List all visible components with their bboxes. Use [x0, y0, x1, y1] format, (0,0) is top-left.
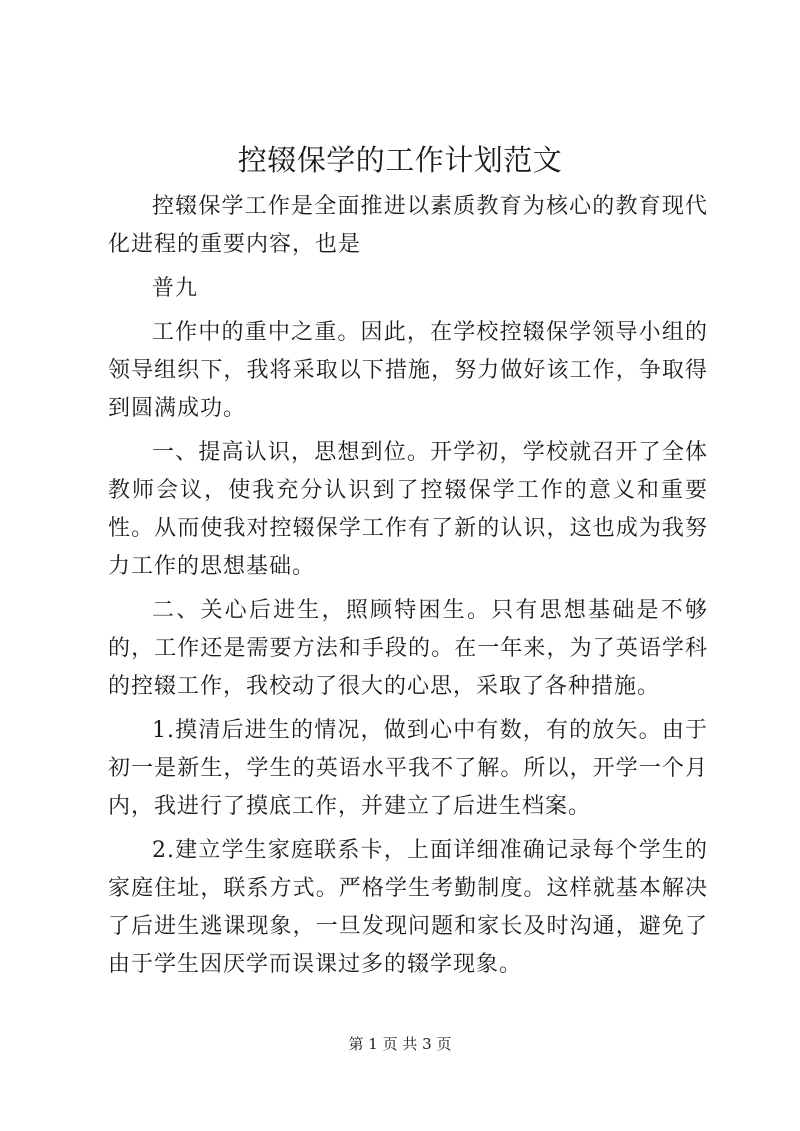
paragraph-item-one: 1.摸清后进生的情况，做到心中有数，有的放矢。由于初一是新生，学生的英语水平我不了解。所以，开学一个月内，我进行了摸底工作，并建立了后进生档案。 [108, 718, 708, 819]
paragraph-work-focus: 工作中的重中之重。因此，在学校控辍保学领导小组的领导组织下，我将采取以下措施，努力做好该工作，争取得到圆满成功。 [108, 320, 708, 421]
document-body [108, 188, 708, 990]
document-title: 控辍保学的工作计划范文 [237, 143, 563, 177]
paragraph-puji: 普九 [152, 276, 199, 301]
paragraph-section-one: 一、提高认识，思想到位。开学初，学校就召开了全体教师会议，使我充分认识到了控辍保学工作的意义和重要性。从而使我对控辍保学工作有了新的认识，这也成为我努力工作的思想基础。 [108, 440, 708, 579]
paragraph-intro: 控辍保学工作是全面推进以素质教育为核心的教育现代化进程的重要内容，也是 [108, 194, 708, 257]
paragraph-section-two: 二、关心后进生，照顾特困生。只有思想基础是不够的，工作还是需要方法和手段的。在一年来，为了英语学科的控辍工作，我校动了很大的心思，采取了各种措施。 [108, 598, 708, 699]
page-footer: 第 1 页 共 3 页 [348, 1035, 452, 1053]
paragraph-item-two: 2.建立学生家庭联系卡，上面详细准确记录每个学生的家庭住址，联系方式。严格学生考勤制度。这样就基本解决了后进生逃课现象，一旦发现问题和家长及时沟通，避免了由于学生因厌学而误课过多的辍学现象。 [108, 838, 708, 977]
